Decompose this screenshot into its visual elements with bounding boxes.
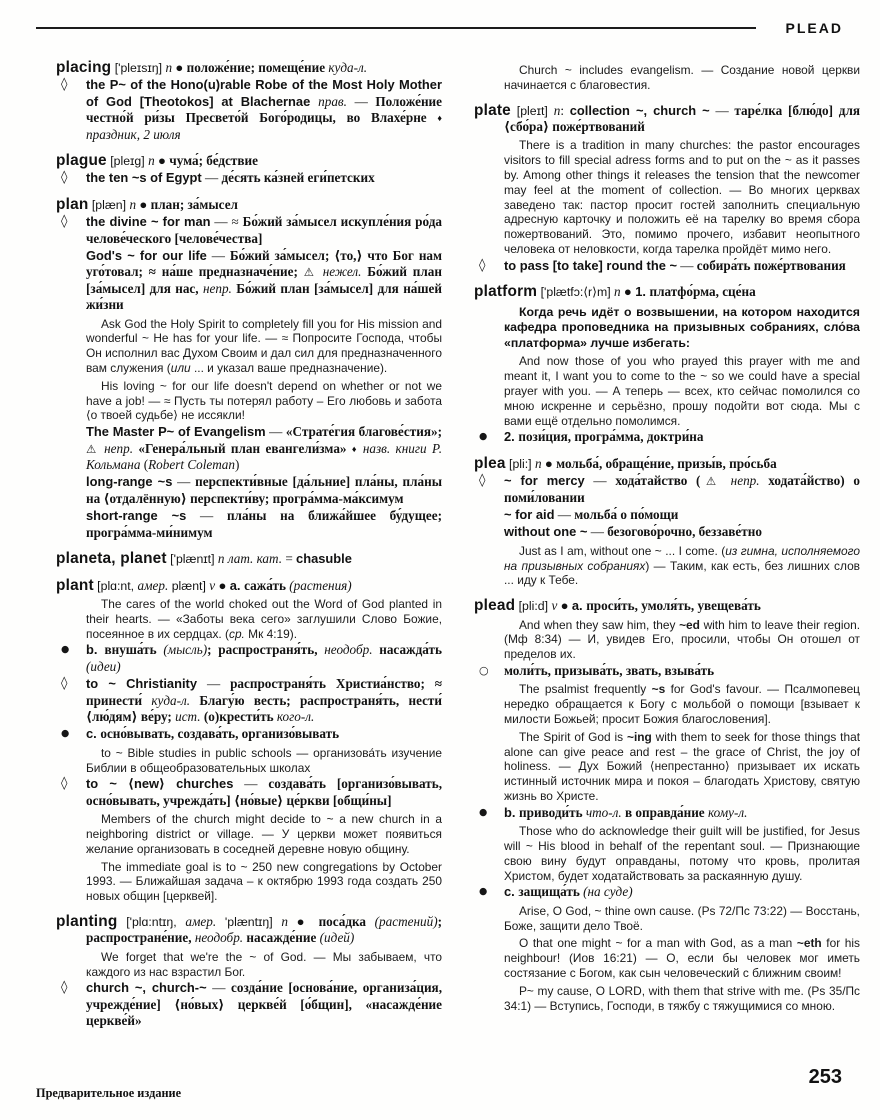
entry-planting [56, 914, 442, 1030]
text-span: ● [215, 577, 230, 593]
example-paragraph [86, 597, 442, 641]
bullet-marker: ● [61, 644, 70, 656]
text-span: — [554, 506, 575, 522]
bullet-marker: ● [479, 806, 488, 818]
phrase-line [61, 214, 442, 247]
text-span: де́сять ка́зней еги́петских [221, 170, 375, 186]
pronunciation: [plæn] [88, 197, 130, 212]
text-span: : [560, 102, 570, 118]
text-span: the ten ~s of Egypt [86, 170, 202, 186]
text-span: n [217, 551, 225, 567]
text-span: n [129, 196, 137, 212]
text-span: n [281, 913, 289, 929]
diamond-marker: ◊ [61, 170, 68, 186]
example-paragraph [504, 138, 860, 256]
text-span: to ~ Christianity [86, 676, 198, 692]
text-span: 2. [504, 429, 519, 445]
phrase-line [504, 524, 860, 540]
text-span: ист. [175, 708, 204, 724]
text-span: — [233, 776, 269, 792]
text-span: в оправда́ние [621, 804, 708, 820]
text-span: лат. кат. [227, 551, 283, 567]
text-span: Бо́жий за́мысел искупле́ния ро́да челове́ческого [челове́чества] [86, 214, 442, 246]
entry-headline [56, 60, 442, 76]
text-span: — [197, 676, 231, 692]
text-span: O that one might ~ for a man with God, as a man [519, 936, 797, 951]
text-span: ) — Таким, как есть, без лишних слов ... иду к Тебе. [504, 558, 860, 588]
text-span: насажде́ние [246, 930, 320, 946]
page-header [36, 20, 843, 36]
text-span: — [206, 980, 231, 996]
text-span: The cares of the world choked out the Word of God planted in their hearts. — «Заботы века сего» заглушили Слово Божие, посеянное в их сердцах. ( [86, 596, 442, 641]
entry-plague [56, 153, 442, 187]
example-paragraph [86, 317, 442, 376]
text-span: распространя́ть Христиа́нство; ≈ принести́ [86, 676, 442, 708]
text-span: — [206, 248, 230, 264]
pronunciation: ['plænɪt] [166, 552, 218, 567]
text-span: without one ~ [504, 524, 588, 540]
text-span: таре́лка [блю́до] для ⟨сбо́ра⟩ поже́ртвований [504, 102, 860, 134]
bullet-marker: ● [479, 886, 488, 898]
headword: plan [56, 195, 89, 213]
text-span: c. [504, 884, 519, 900]
text-span: church ~, church-~ [86, 980, 207, 996]
example-paragraph [504, 730, 860, 804]
text-span: Ask God the Holy Spirit to completely fill you for His mission and wonderful ~ He has for your life. — ≈ Попросите Господа, чтобы Он исполнил вас Духом Своим и дал сил для предназначенного вам служения ( [86, 316, 442, 376]
phrase-line [479, 884, 860, 900]
phrase-line [86, 424, 442, 473]
text-span: что-л. [585, 804, 622, 820]
text-span: перспекти́вные [да́льние] пла́ны, пла́ны на ⟨отдалённую⟩ перспекти́ву; програ́мма-ма́ксимум [86, 474, 442, 506]
phrase-line [479, 429, 860, 445]
text-span: моли́ть, призыва́ть, звать, взыва́ть [504, 662, 715, 678]
header-rule [36, 27, 756, 29]
text-span: Положе́ние честно́й ри́зы Пресвето́й Бого́родицы, во Влахе́рне [86, 93, 442, 126]
text-span: — [676, 257, 697, 273]
text-span: n [614, 284, 621, 300]
entry-plea [474, 456, 860, 588]
pronunciation: ['plɑ:ntɪŋ, [117, 914, 186, 929]
text-span: a. [571, 598, 587, 614]
text-span: ) [234, 457, 240, 473]
text-span: непр. [730, 473, 769, 489]
text-span: ходата́йство) о поми́ловании [504, 473, 860, 505]
text-span: b. [86, 642, 105, 658]
text-span: поса́дка [318, 913, 375, 929]
pronunciation: [pleɪt] [510, 103, 554, 118]
text-span: куда-л. [151, 692, 200, 708]
text-span: созда́ние [основа́ние, организа́ция, учрежде́ние] ⟨но́вых⟩ церкве́й [о́бщин], «насажде́ние церкве́й» [86, 980, 442, 1029]
text-span: чума́; бе́дствие [169, 153, 258, 169]
entry-planting-continued [474, 63, 860, 93]
diamond-marker: ◊ [61, 676, 68, 692]
example-paragraph [86, 746, 442, 776]
text-span: осно́вывать, создава́ть, организо́вывать [100, 726, 340, 742]
text-span: собира́ть поже́ртвования [696, 257, 846, 273]
phrase-line [86, 248, 442, 314]
phrase-line [61, 980, 442, 1029]
text-span: амер. [185, 913, 217, 929]
text-span: прав. [318, 93, 347, 109]
diamond-marker: ◊ [61, 980, 68, 996]
pronunciation: [plɑ:nt, [93, 578, 138, 593]
text-span: The immediate goal is to ~ 250 new congregations by October 1993. — Ближайшая задача – к октябрю 1993 года создать 250 новых общин [церквей]. [86, 859, 442, 904]
text-span: ; распростране́ние, [86, 913, 442, 946]
text-span: неодобр. [324, 642, 380, 658]
entry-planeta [56, 551, 442, 567]
text-span: to pass [to take] round the ~ [504, 257, 677, 273]
text-span: Arise, O God, ~ thine own cause. (Ps 72/Пс 73:22) — Восстань, Боже, защити дело Твоё. [504, 903, 860, 933]
entry-headline [474, 456, 860, 472]
pronunciation: plænt] [168, 578, 210, 593]
text-span: ~ed [679, 617, 700, 632]
page-number: 253 [808, 1066, 842, 1088]
example-paragraph [504, 984, 860, 1014]
text-span: n [165, 60, 173, 75]
text-span: long-range ~s [86, 474, 173, 490]
text-span: непр. [104, 440, 139, 456]
text-span: The Master P~ of Evangelism [86, 424, 266, 440]
entry-plan [56, 197, 442, 541]
circle-marker: ○ [479, 663, 489, 677]
example-paragraph [86, 860, 442, 904]
text-span: n [535, 455, 542, 471]
text-span: ... и указал ваше предназначение). [190, 361, 388, 376]
entry-headline [474, 103, 860, 136]
text-span: to ~ Bible studies in public schools — организова́ть изучение Библии в общеобразовательных школах [86, 745, 442, 775]
text-span: Бо́жий за́мысел; ⟨то,⟩ что Бог нам уго́товал; ≈ на́ше предназначе́ние; [86, 248, 442, 280]
text-span: for his neighbour! (Иов 16:21) — О, если бы человек мог иметь состязание с Богом, как сын человеческий с ближним своим! [504, 936, 860, 980]
text-span: нежел. [322, 264, 368, 280]
headword: planting [56, 912, 118, 930]
text-span: — [186, 508, 227, 524]
text-span: ; распространя́ть, [207, 642, 325, 658]
text-span: for God's favour. — Псалмопевец нередко обращается к Богу с мольбой о помощи [взывает к милости Божьей; просит Божия благословения]. [504, 682, 860, 726]
example-paragraph [86, 812, 442, 856]
text-span: Благу́ю весть; распространя́ть, нести́ ⟨лю́дям⟩ ве́ру; [86, 692, 442, 724]
text-span: Бо́жий план [за́мысел] для на́шей жи́зни [86, 280, 442, 313]
text-span: пози́ция, програ́мма, доктри́на [518, 429, 704, 445]
headword: plant [56, 576, 94, 594]
text-span: the P~ of the Hono(u)rable Robe of the Most Holy Mother of God [Theotokos] at Blachernae [86, 77, 442, 109]
text-span: неодобр. [194, 930, 247, 946]
text-span: — [265, 424, 286, 440]
text-span: with him to leave their region. (Мф 8:34) — И, увидев Его, просили, чтобы Он отошел от пределов их. [504, 617, 860, 662]
text-span: кому-л. [707, 804, 748, 820]
text-span: the divine ~ for man [86, 214, 211, 230]
text-span: Robert Coleman [148, 457, 235, 473]
text-span: внуша́ть [104, 642, 164, 658]
entry-plead [474, 598, 860, 1013]
text-span: проси́ть, умоля́ть, увещева́ть [586, 598, 761, 614]
diamond-marker: ◊ [61, 776, 68, 792]
headword: plea [474, 454, 506, 472]
text-span: We forget that we're the ~ of God. — Мы забываем, что каждого из нас взрастил Бог. [86, 949, 442, 979]
entry-headline [56, 197, 442, 213]
text-span: P~ my cause, O LORD, with them that strive with me. (Ps 35/Пс 34:1) — Вступись, Господи, в тяжбу с тяжущимися со мною. [504, 983, 860, 1013]
phrase-line [61, 726, 442, 742]
text-span: n [553, 102, 561, 118]
phrase-line [61, 676, 442, 725]
text-span: платфо́рма, сце́на [649, 284, 756, 300]
text-span: план; за́мысел [150, 196, 238, 212]
star-marker: ♦ [351, 443, 363, 454]
text-span: Just as I am, without one ~ ... I come. ( [519, 543, 726, 558]
example-paragraph [504, 354, 860, 428]
phrase-line [479, 662, 860, 679]
pronunciation: 'plæntɪŋ] [216, 914, 282, 929]
text-span: приводи́ть [519, 804, 586, 820]
text-span: His loving ~ for our life doesn't depend on whether or not we have a job! — ≈ Пусть ты потерял работу – Его любовь и забота ⟨о твоей судьбе⟩ не иссякли! [86, 378, 442, 423]
text-span: (идей) [319, 930, 355, 946]
pronunciation: ['pleɪsɪŋ] [111, 61, 166, 75]
text-span: или [170, 361, 191, 376]
pronunciation: [pleɪg] [106, 154, 149, 169]
phrase-line [61, 77, 442, 143]
text-span: «Страте́гия благове́стия»; [285, 424, 442, 440]
column-left [56, 60, 442, 1074]
text-span: хода́тайство ( [615, 473, 701, 489]
text-span: c. [86, 726, 101, 742]
warning-icon: ⚠ [86, 441, 105, 456]
example-paragraph [504, 904, 860, 934]
example-paragraph [504, 544, 860, 588]
text-span: (растения) [289, 577, 352, 593]
text-span: (растений) [374, 913, 438, 929]
text-span: непр. [202, 280, 237, 296]
text-span: кого-л. [276, 708, 315, 724]
text-span: The psalmist frequently [519, 682, 652, 697]
phrase-line [86, 474, 442, 507]
text-span: назв. книги Р. Кольмана [86, 440, 442, 473]
pronunciation: [pli:d] [515, 599, 552, 614]
text-span: ~ for aid [504, 506, 555, 522]
bullet-marker: ● [479, 431, 488, 443]
column-right [474, 60, 860, 1074]
text-span: The Spirit of God is [519, 729, 627, 744]
text-span: God's ~ for our life [86, 248, 207, 264]
text-span: положе́ние; помеще́ние [186, 60, 329, 75]
text-span: ( [143, 457, 149, 473]
text-span: There is a tradition in many churches: the pastor encourages visitors to fill special adress forms and to put on the ~ as it passes by. Among other things it releases the tension that the newcomer may feel at the moment of collection. — Во многих церквах заведено так: пастор просит гостей заполнить специальную адресную карточку и положить её на тарелку во время сбора пожертвований. Это, помимо прочего, избавит неопытного человека от неловкости, когда тарелка пройдёт мимо него. [504, 138, 860, 256]
text-span: v [209, 577, 216, 593]
example-paragraph [504, 936, 860, 980]
warning-icon: ⚠ [700, 474, 731, 489]
text-span: мольба́, обраще́ние, призы́в, про́сьба [556, 455, 777, 471]
text-span: — [709, 102, 735, 118]
text-span: to ~ ⟨new⟩ churches [86, 776, 234, 792]
text-span: — [587, 524, 608, 540]
text-span: v [551, 598, 558, 614]
text-span: защища́ть [518, 884, 584, 900]
example-paragraph [504, 618, 860, 662]
diamond-marker: ◊ [61, 214, 68, 230]
text-span: And when they saw him, they [519, 617, 680, 632]
entry-headline [56, 914, 442, 947]
text-span: ● [154, 153, 170, 169]
bullet-marker: ● [61, 728, 70, 740]
example-paragraph [504, 682, 860, 726]
text-span: Members of the church might decide to ~ a new church in a neighboring district or village. — У церкви может появиться желание организовать в соседней деревне новую общину. [86, 812, 442, 856]
text-span: ● [541, 455, 557, 471]
text-span: a. [229, 577, 245, 593]
text-span: сажа́ть [244, 577, 290, 593]
phrase-line [61, 776, 442, 809]
edition-note: Предварительное издание [36, 1086, 182, 1100]
entry-plate [474, 103, 860, 275]
text-span: ~ for mercy [504, 473, 585, 489]
headword: plead [474, 597, 516, 615]
entry-headline [56, 578, 442, 594]
text-span: — [346, 93, 376, 109]
text-span: ~ing [627, 729, 652, 744]
text-span: Church ~ includes evangelism. — Создание новой церкви начинается с благовестия. [504, 63, 860, 92]
text-span: Бо́жий план [за́мысел] для нас, [86, 264, 442, 296]
headword: plate [474, 101, 511, 119]
text-span: ● [172, 60, 187, 75]
text-span: «Генера́льный план евангели́зма» [138, 440, 352, 456]
text-span: создава́ть [организо́вывать, осно́вывать, учрежда́ть] ⟨но́вые⟩ це́ркви [общи́ны] [86, 776, 442, 808]
text-span: 1. [635, 284, 650, 300]
text-span: n [148, 153, 155, 169]
text-span: = [282, 551, 297, 567]
text-span: пла́ны на ближа́йшее бу́дущее; програ́мма-ми́нимум [86, 508, 442, 540]
pronunciation: [pli:] [505, 456, 535, 471]
warning-icon: ⚠ [303, 265, 323, 280]
headword: plague [56, 152, 107, 170]
phrase-line [61, 642, 442, 675]
entry-placing [56, 60, 442, 143]
text-span: из гимна, исполняемого на призывных собраниях [504, 543, 860, 573]
phrase-line [86, 508, 442, 541]
diamond-marker: ◊ [61, 77, 68, 93]
text-span: And now those of you who prayed this prayer with me and meant it, I want you to come to the ~ so we could have a special prayer with you. — А теперь — всех, кто сейчас помолился со мною искренне и серьёзно, прошу подойти вот сюда. Мы с вами ещё отдельно помолимся. [504, 354, 860, 428]
text-span: Мк 4:19). [244, 626, 297, 641]
text-span: (о)крести́ть [203, 708, 277, 724]
headword: planeta, planet [56, 550, 167, 568]
diamond-marker: ◊ [479, 257, 486, 273]
text-span: (на суде) [583, 884, 633, 900]
entry-headline [474, 598, 860, 614]
text-span: collection ~, church ~ [569, 102, 710, 118]
running-head: PLEAD [785, 20, 843, 36]
entry-headline [474, 284, 860, 300]
text-span: short-range ~s [86, 508, 187, 524]
text-span: ср. [229, 626, 245, 641]
text-span: праздник, 2 июля [86, 126, 181, 142]
text-span: мольба́ о по́мощи [574, 506, 679, 522]
text-span: (идеи) [86, 658, 121, 674]
text-span: насажда́ть [379, 642, 442, 658]
text-span: ● [288, 913, 319, 929]
diamond-marker: ◊ [479, 473, 486, 489]
entry-headline [56, 153, 442, 169]
example-paragraph [86, 950, 442, 980]
text-span: куда-л. [328, 60, 368, 75]
text-span: b. [504, 804, 520, 820]
text-span: chasuble [296, 551, 352, 567]
phrase-line [479, 257, 860, 274]
example-paragraph [504, 63, 860, 93]
text-span: ● [557, 598, 572, 614]
text-span: Когда речь идёт о возвышении, на котором находится кафедра проповедника на призывных собраниях, сло́ва «платформа» лучше избегать: [504, 304, 860, 350]
pronunciation: ['plætfɔ:⟨r⟩m] [537, 285, 615, 300]
phrase-line [479, 473, 860, 506]
text-span: — [201, 170, 222, 186]
phrase-line [479, 804, 860, 821]
phrase-line [504, 507, 860, 523]
phrase-line [61, 170, 442, 186]
headword: platform [474, 283, 538, 301]
entry-plant [56, 578, 442, 904]
entry-platform [474, 284, 860, 446]
text-span: ● [136, 196, 151, 212]
text-span: Those who do acknowledge their guilt will be justified, for Jesus will ~ His blood in behalf of the repentant soul. — Признающие свою вину будут оправданы, потому что кровь, пролитая Христом, будет ходатайствовать за раскаянную душу. [504, 824, 860, 883]
entry-headline [56, 551, 442, 567]
usage-note [504, 305, 860, 352]
text-span: ~eth [796, 936, 822, 951]
star-marker: ♦ [437, 113, 442, 124]
text-span: ● [620, 284, 636, 300]
text-span: безогово́рочно, беззаве́тно [607, 524, 762, 540]
text-span: амер. [137, 577, 169, 593]
example-paragraph [504, 824, 860, 883]
text-span: ~s [651, 682, 666, 697]
text-span: with them to seek for those things that alone can give peace and rest – the grace of Christ, the joy of holiness. — Дух Божий ⟨непрестанно⟩ призывает их искать истинный источник мира и покоя – благодать Христову, святую жизнь во Христе. [504, 729, 860, 803]
example-paragraph [86, 379, 442, 423]
text-span: — [584, 473, 616, 489]
text-span: — ≈ [210, 214, 243, 230]
text-span: (мысль) [163, 642, 208, 658]
headword: placing [56, 60, 112, 76]
text-span: — [172, 474, 196, 490]
